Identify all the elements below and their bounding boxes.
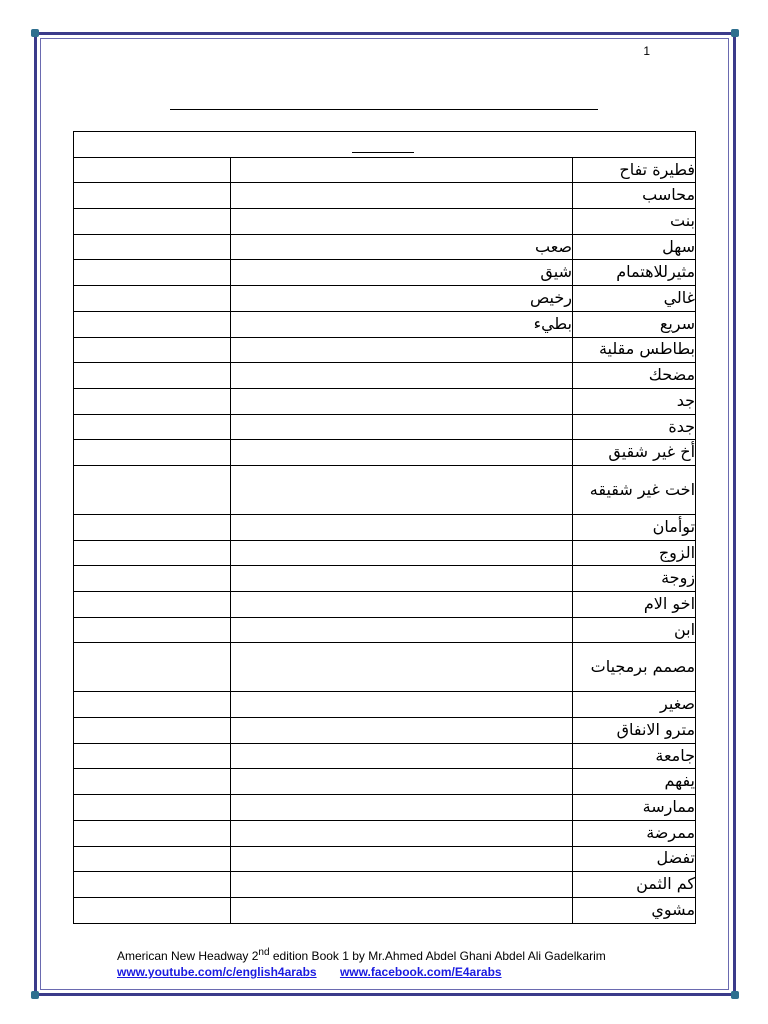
table-row [74,718,696,744]
answer-cell [74,795,231,821]
table-row [74,157,696,183]
arabic-word-cell: يفهم [573,769,696,795]
answer-cell [74,183,231,209]
answer-cell [74,234,231,260]
answer-cell [74,592,231,618]
table-row [74,769,696,795]
answer-cell [74,514,231,540]
arabic-word-cell: فطيرة تفاح [573,157,696,183]
arabic-word-cell: ممرضة [573,820,696,846]
arabic-word-cell: جد [573,388,696,414]
credit-superscript: nd [258,947,270,958]
opposite-cell [231,743,573,769]
answer-cell [74,440,231,466]
table-row [74,743,696,769]
opposite-cell [231,363,573,389]
arabic-word-cell: زوجة [573,566,696,592]
table-row [74,388,696,414]
arabic-word-cell: اخو الام [573,592,696,618]
arabic-word-cell: سريع [573,311,696,337]
opposite-cell [231,872,573,898]
corner-ornament [731,991,739,999]
table-row [74,795,696,821]
credit-prefix: American New Headway 2 [117,949,259,963]
table-row [74,872,696,898]
credit-suffix: edition Book 1 by Mr.Ahmed Abdel Ghani Abdel Ali Gadelkarim [269,949,606,963]
table-row [74,692,696,718]
arabic-word-cell: سهل [573,234,696,260]
answer-cell [74,414,231,440]
answer-cell [74,388,231,414]
answer-cell [74,820,231,846]
arabic-word-cell: أخ غير شقيق [573,440,696,466]
answer-cell [74,872,231,898]
table-row [74,260,696,286]
table-row [74,363,696,389]
opposite-cell [231,388,573,414]
table-row [74,617,696,643]
answer-cell [74,617,231,643]
opposite-cell: شيق [231,260,573,286]
arabic-word-cell: توأمان [573,514,696,540]
arabic-word-cell: صغير [573,692,696,718]
opposite-cell [231,337,573,363]
arabic-word-cell: بطاطس مقلية [573,337,696,363]
table-row [74,311,696,337]
arabic-word-cell: ابن [573,617,696,643]
arabic-word-cell: مشوي [573,897,696,923]
table-row [74,440,696,466]
answer-cell [74,311,231,337]
opposite-cell [231,846,573,872]
header-underline [352,152,414,153]
footer-links [117,965,606,979]
title-underline [170,109,598,110]
table-row [74,209,696,235]
answer-cell [74,643,231,692]
answer-cell [74,540,231,566]
page-number: 1 [643,44,650,58]
opposite-cell: بطيء [231,311,573,337]
opposite-cell [231,157,573,183]
answer-cell [74,465,231,514]
opposite-cell [231,514,573,540]
arabic-word-cell: غالي [573,286,696,312]
arabic-word-cell: جدة [573,414,696,440]
arabic-word-cell: اخت غير شقيقه [573,465,696,514]
table-row [74,897,696,923]
opposite-cell [231,592,573,618]
answer-cell [74,846,231,872]
answer-cell [74,692,231,718]
table-row [74,337,696,363]
answer-cell [74,743,231,769]
opposite-cell [231,183,573,209]
corner-ornament [731,29,739,37]
table-row [74,820,696,846]
table-row [74,183,696,209]
table-row [74,514,696,540]
opposite-cell [231,643,573,692]
opposite-cell: صعب [231,234,573,260]
answer-cell [74,566,231,592]
arabic-word-cell: كم الثمن [573,872,696,898]
arabic-word-cell: مثيرللاهتمام [573,260,696,286]
opposite-cell [231,617,573,643]
footer-credit [117,947,606,963]
table-row [74,566,696,592]
opposite-cell: رخيص [231,286,573,312]
opposite-cell [231,692,573,718]
vocabulary-table [73,131,696,924]
table-row [74,465,696,514]
opposite-cell [231,795,573,821]
answer-cell [74,157,231,183]
corner-ornament [31,29,39,37]
table-row [74,643,696,692]
arabic-word-cell: تفضل [573,846,696,872]
table-row [74,592,696,618]
answer-cell [74,363,231,389]
opposite-cell [231,465,573,514]
footer [117,947,606,979]
table-header-row [74,132,696,158]
opposite-cell [231,718,573,744]
opposite-cell [231,897,573,923]
opposite-cell [231,566,573,592]
arabic-word-cell: مترو الانفاق [573,718,696,744]
opposite-cell [231,414,573,440]
arabic-word-cell: جامعة [573,743,696,769]
table-row [74,846,696,872]
answer-cell [74,286,231,312]
opposite-cell [231,440,573,466]
arabic-word-cell: مضحك [573,363,696,389]
answer-cell [74,260,231,286]
opposite-cell [231,209,573,235]
opposite-cell [231,540,573,566]
arabic-word-cell: بنت [573,209,696,235]
table-row [74,234,696,260]
table-row [74,540,696,566]
arabic-word-cell: محاسب [573,183,696,209]
answer-cell [74,897,231,923]
answer-cell [74,718,231,744]
answer-cell [74,209,231,235]
table-row [74,286,696,312]
opposite-cell [231,820,573,846]
corner-ornament [31,991,39,999]
youtube-link[interactable]: www.youtube.com/c/english4arabs [117,965,317,979]
table-row [74,414,696,440]
arabic-word-cell: مصمم برمجيات [573,643,696,692]
table-header-cell [74,132,696,158]
opposite-cell [231,769,573,795]
answer-cell [74,337,231,363]
arabic-word-cell: ممارسة [573,795,696,821]
arabic-word-cell: الزوج [573,540,696,566]
facebook-link[interactable]: www.facebook.com/E4arabs [339,965,502,979]
answer-cell [74,769,231,795]
